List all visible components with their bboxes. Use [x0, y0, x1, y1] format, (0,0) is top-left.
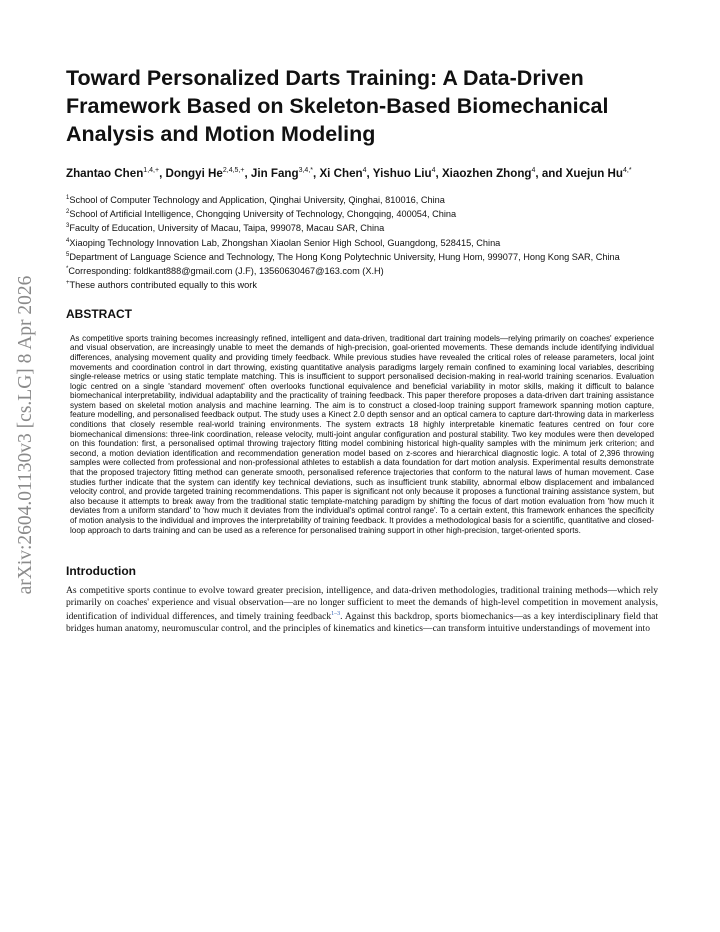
author-affiliation-mark: 4,* — [623, 167, 632, 174]
affiliation-mark: 3 — [66, 223, 70, 230]
affiliation-text: Xiaoping Technology Innovation Lab, Zhongshan Xiaolan Senior High School, Guangdong, 528415, China — [69, 237, 501, 248]
author-affiliation-mark: 2,4,5,+ — [222, 167, 245, 174]
affiliation-text: School of Computer Technology and Application, Qinghai University, Qinghai, 810016, China — [69, 194, 445, 205]
affiliation-text: These authors contributed equally to this work — [69, 280, 257, 291]
affiliation-text: Department of Language Science and Technology, The Hong Kong Polytechnic University, Hung Hom, 999077, Hong Kong SAR, China — [69, 251, 620, 262]
affiliations — [66, 192, 658, 292]
author-name: Jin Fang — [250, 166, 299, 180]
author-name: Xi Chen — [319, 166, 363, 180]
author-name: Xiaozhen Zhong — [441, 166, 532, 180]
affiliation-line — [66, 235, 658, 249]
introduction-heading: Introduction — [66, 564, 136, 579]
affiliation-text: School of Artificial Intelligence, Chongqing University of Technology, Chongqing, 400054, China — [69, 209, 457, 220]
affiliation-text: Corresponding: foldkant888@gmail.com (J.F), 13560630467@163.com (X.H) — [68, 266, 384, 277]
affiliation-mark: 1 — [66, 194, 70, 201]
affiliation-mark: + — [66, 280, 70, 287]
affiliation-mark: 5 — [66, 251, 70, 258]
author-affiliation-mark: 3,4,* — [298, 167, 313, 174]
author-affiliation-mark: 4 — [531, 167, 536, 174]
author-list: Zhantao Chen$^{1,4,+}$, Dongyi $He^{2,4,5,+}$, Jin Fang$^{3,4,*}$, Xi Chen$^4$, Yishuo Liu$^4$, Xiaozhen Zhong$^4$, and Xuejun $Hu^{4,*}$ — [66, 166, 632, 180]
paper-title: Toward Personalized Darts Training: A Data-Driven Framework Based on Skeleton-Based Biomechanical Analysis and Motion Modeling — [66, 66, 609, 146]
paper-page — [66, 64, 658, 635]
affiliation-line — [66, 263, 658, 277]
affiliation-mark: 2 — [66, 209, 70, 216]
affiliation-line — [66, 220, 658, 234]
author-name: Yishuo Liu — [372, 166, 432, 180]
author-affiliation-mark: 4 — [362, 167, 367, 174]
author-name: and Xuejun Hu — [541, 166, 623, 180]
affiliation-line — [66, 249, 658, 263]
affiliation-text: Faculty of Education, University of Macau, Taipa, 999078, Macau SAR, China — [69, 223, 385, 234]
abstract-heading: ABSTRACT — [66, 306, 132, 321]
abstract-body: As competitive sports training becomes increasingly refined, intelligent and data-driven, traditional dart training models—relying primarily on coaches' experience and visual observation, are increasingly unable to meet the demands of high-precision, goal-oriented movements. These demands include identifying individual differences, analysing movement quality and providing timely feedback. While previous studies have revealed the critical roles of release parameters, local joint movements and coordination control in dart throwing, existing quantitative analysis paradigms largely remain confined to examining local variables, describing single-release metrics or using static template matching. This is insufficient to support personalised decision-making in real-world training scenarios. Evaluation logic centred on a single 'standard movement' often overlooks functional equivalence and beneficial variability in motor skills, making it difficult to balance biomechanical interpretability, individual adaptability and the practicality of training feedback. This paper therefore proposes a data-driven dart training assistance system based on skeletal motion analysis and machine learning. The aim is to construct a closed-loop training support framework spanning motion capture, feature modelling, and personalised feedback output. The study uses a Kinect 2.0 depth sensor and an optical camera to capture dart-throwing data in markerless conditions that closely resemble real-world training environments. The system extracts 18 highly interpretable kinematic features centred on four core biomechanical dimensions: three-link coordination, release velocity, multi-joint angular configuration and postural stability. Two key modules were then developed on this foundation: first, a personalised optimal throwing trajectory fitting model combining historical high-quality samples with the minimum jerk criterion; and second, a motion deviation identification and recommendation generation model based on z-scores and hierarchical diagnostic logic. A total of 2,396 throwing samples were collected from professional and non-professional athletes to establish a data foundation for dart motion analysis. Experimental results demonstrate that the proposed trajectory fitting method can generate smooth, personalised reference trajectories that conform to the natural laws of human movement. Case studies further indicate that the system can identify key technical deviations, such as insufficient trunk stability, abnormal elbow displacement and imbalanced velocity control, and provide targeted training recommendations. This paper is significant not only because it proposes a functional training assistance system, but also because it attempts to break away from the traditional static template-matching paradigm by shifting the focus of dart motion evaluation from 'how much it deviates from a uniform standard' to 'how much it deviates from the individual's optimal control range'. To a certain extent, this framework enhances the specificity of motion analysis to the individual and improves the interpretability of training feedback. It provides a methodological basis for a scientific, quantitative and closed-loop approach to darts training and can be used as a reference for personalised training support in other high-precision, target-oriented sports. — [70, 333, 654, 535]
author-name: Zhantao Chen — [66, 166, 144, 180]
citation-link[interactable]: 1–3 — [331, 611, 341, 617]
author-affiliation-mark: 1,4,+ — [143, 167, 160, 174]
introduction-body — [66, 585, 658, 635]
arxiv-stamp — [10, 200, 42, 670]
affiliation-line — [66, 192, 658, 206]
arxiv-stamp-text: arXiv:2604.01130v3 [cs.LG] 8 Apr 2026 — [15, 275, 36, 595]
affiliation-line — [66, 206, 658, 220]
intro-text-part1: As competitive sports continue to evolve toward greater precision, intelligence, and data-driven methodologies, traditional training methods—which rely primarily on coaches' experience and visual observation—are no longer sufficient to meet the demands of high-level competition in movement analysis, identification of individual differences, and timely training feedback — [66, 585, 658, 623]
affiliation-mark: * — [66, 266, 69, 273]
author-affiliation-mark: 4 — [431, 167, 436, 174]
intro-text-part2: . Against this backdrop, sports biomechanics—as a key interdisciplinary field that bridges human anatomy, neuromuscular control, and the principles of kinematics and kinetics—can transform intuitive understandings of movement into — [66, 611, 658, 635]
author-name: Dongyi He — [165, 166, 223, 180]
affiliation-mark: 4 — [66, 237, 70, 244]
affiliation-line — [66, 277, 658, 291]
